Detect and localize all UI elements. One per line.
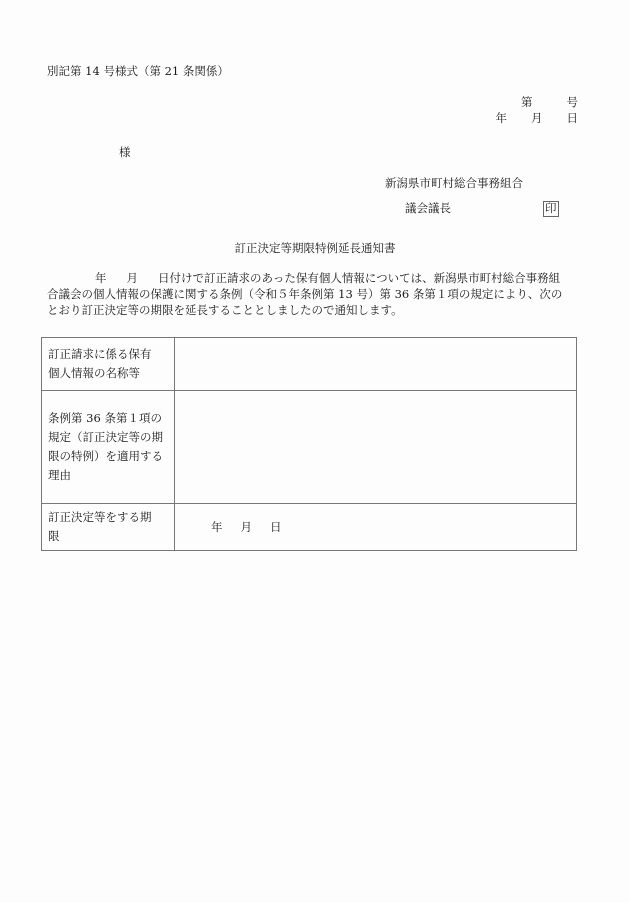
addressee: 様: [119, 145, 131, 159]
sender-organization: 新潟県市町村総合事務組合: [385, 176, 523, 190]
table-row: [42, 504, 577, 551]
number-suffix: 号: [566, 95, 578, 109]
issue-date-year: 年: [495, 111, 507, 125]
table-row: [42, 391, 577, 504]
body-year: 年: [95, 271, 107, 285]
sender-title: 議会議長: [405, 201, 451, 215]
form-label: 別記第 14 号様式（第 21 条関係）: [47, 64, 229, 78]
body-paragraph: [47, 270, 587, 318]
label-line: 限の特例）を適用する: [48, 449, 163, 463]
number-prefix: 第: [521, 95, 533, 109]
issue-date-day: 日: [566, 111, 578, 125]
body-line-2: 合議会の個人情報の保護に関する条例（令和５年条例第 13 号）第 36 条第１項の規定により、次の: [47, 287, 563, 301]
issue-date: [496, 113, 579, 125]
body-line-1-text: 日付けで訂正請求のあった保有個人情報については、新潟県市町村総合事務組: [158, 271, 561, 285]
deadline-year: 年: [211, 519, 223, 534]
table-row: [42, 338, 577, 391]
seal-mark: 印: [545, 201, 557, 215]
document-title: 訂正決定等期限特例延長通知書: [234, 241, 396, 255]
info-table: [41, 337, 577, 551]
label-line: 訂正請求に係る保有: [48, 347, 152, 361]
label-line: 理由: [48, 468, 71, 482]
issue-date-month: 月: [531, 111, 543, 125]
label-line: 限: [48, 529, 60, 543]
label-line: 個人情報の名称等: [48, 366, 140, 380]
label-reason: [42, 391, 175, 504]
label-line: 条例第 36 条第１項の: [48, 411, 162, 425]
deadline-day: 日: [270, 519, 282, 534]
label-record-name: [42, 338, 175, 391]
value-deadline[interactable]: [175, 504, 577, 551]
deadline-month: 月: [240, 519, 252, 534]
body-line-1: [47, 270, 587, 286]
document-number: [521, 97, 578, 109]
label-line: 規定（訂正決定等の期: [48, 430, 163, 444]
label-deadline: [42, 504, 175, 551]
body-month: 月: [126, 271, 138, 285]
label-line: 訂正決定等をする期: [48, 510, 152, 524]
value-record-name[interactable]: [175, 338, 577, 391]
body-line-3: とおり訂正決定等の期限を延長することとしましたので通知します。: [47, 303, 403, 317]
value-reason[interactable]: [175, 391, 577, 504]
